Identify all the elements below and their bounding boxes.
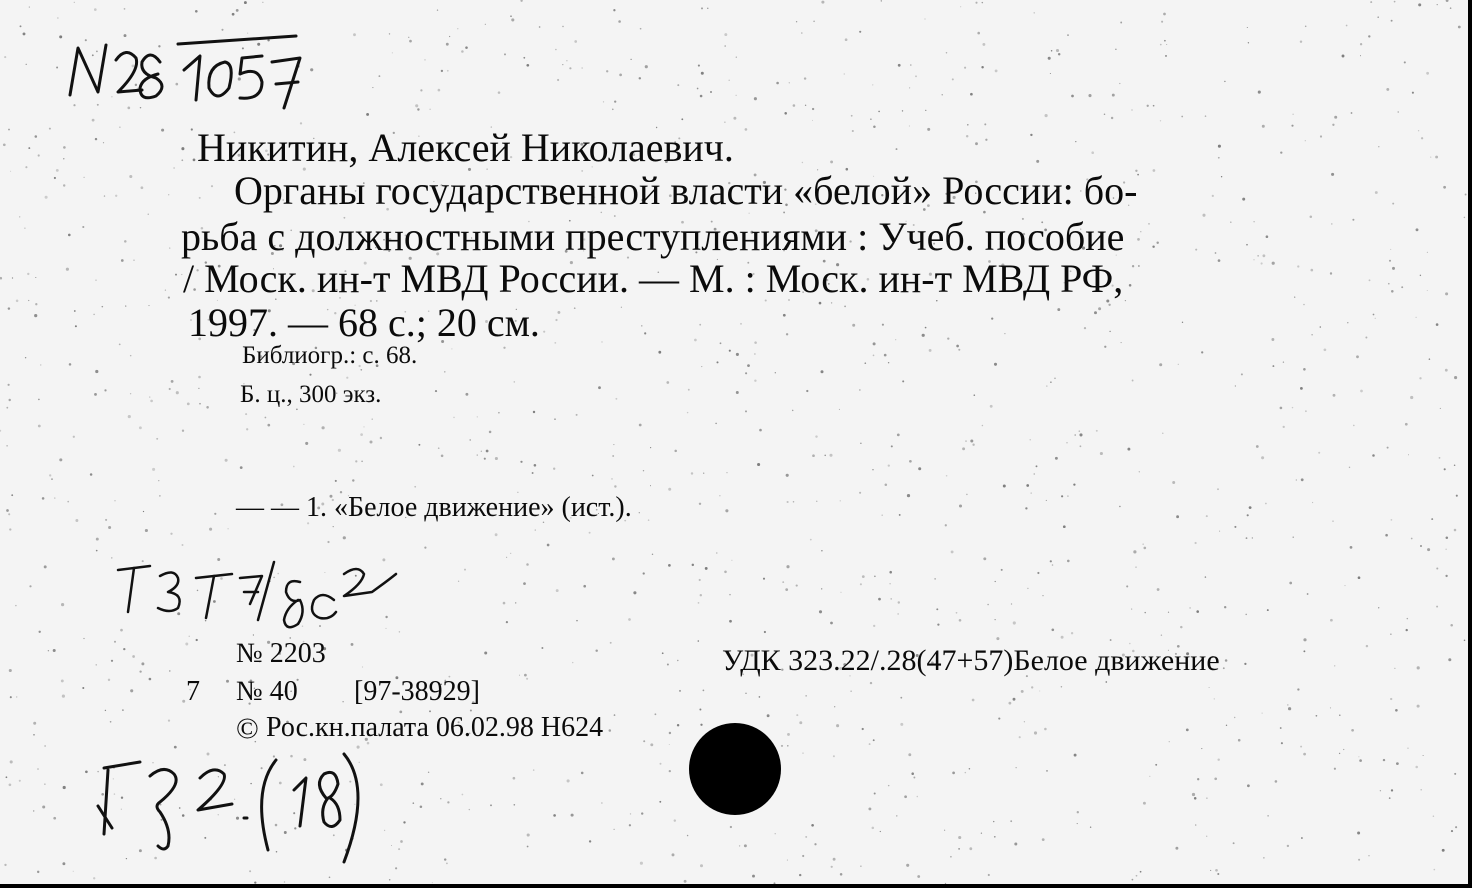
subject-heading: — — 1. «Белое движение» (ист.). [236, 492, 632, 523]
udc-classification: УДК 323.22/.28(47+57)Белое движение [722, 644, 1220, 677]
catalog-number-2: № 40 [236, 676, 298, 707]
record-number: [97-38929] [354, 676, 480, 707]
price-copies-note: Б. ц., 300 экз. [240, 381, 382, 408]
bibliography-note: Библиогр.: с. 68. [242, 342, 418, 369]
title-line-4: 1997. — 68 с.; 20 см. [188, 300, 540, 345]
title-line-2: рьба с должностными преступлениями : Учеб. пособие [181, 214, 1125, 259]
title-line-3: / Моск. ин-т МВД России. — М. : Моск. ин-т МВД РФ, [183, 256, 1124, 301]
title-line-1: Органы государственной власти «белой» России: бо- [234, 168, 1138, 213]
author-heading: Никитин, Алексей Николаевич. [197, 125, 734, 170]
imprint-line: Рос.кн.палата 06.02.98 Н624 [266, 712, 604, 743]
copyright-sign: © [236, 712, 259, 745]
catalog-seven: 7 [186, 676, 200, 707]
catalog-number: № 2203 [236, 638, 326, 669]
punch-hole [689, 723, 781, 815]
